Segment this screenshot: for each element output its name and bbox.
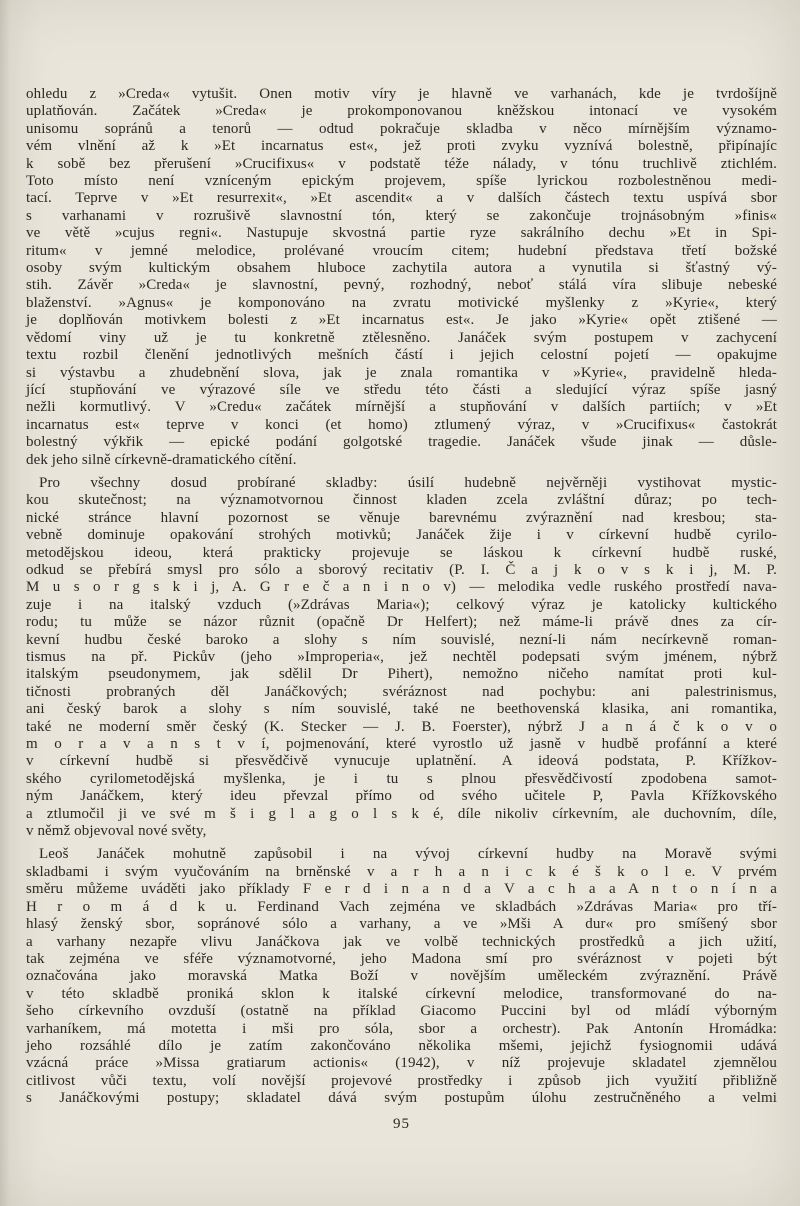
paragraph (26, 86, 777, 469)
text-line: H r o m á d k u. Ferdinand Vach zejména ve skladbách »Zdrávas Maria« pro tří- (26, 898, 777, 915)
text-line: ným Janáčkem, který ideu převzal přímo od svého učitele P, Pavla Křížkovského (26, 788, 777, 805)
text-line: osoby svým kultickým obsahem hluboce zachytila autora a vynutila si šťastný vý- (26, 260, 777, 277)
text-line: vzácná práce »Missa gratiarum actionis« (1942), v níž projevuje skladatel zjemnělou (26, 1055, 777, 1072)
text-line: v němž objevoval nové světy, (26, 823, 207, 840)
text-line: vědomí viny už je tu konkretně ztělesněno. Janáček svým postupem v zachycení (26, 329, 777, 346)
text-line: nežli kormutlivý. V »Credu« začátek mírnější a stupňování v dalších partiích; v »Et (26, 399, 777, 416)
text-line: m o r a v a n s t v í, pojmenování, které vyrostlo už jasně v hudbě profánní a které (26, 736, 777, 753)
text-line: italským pseudonymem, jak sdělil Dr Pihert), nemožno ničeho namítat proti kul- (26, 666, 777, 683)
text-line: skladbami i svým vyučováním na brněnské v a r h a n i c k é š k o l e. V prvém (26, 863, 777, 880)
text-line: jeho rozsáhlé dílo je zatím zakončováno několika mšemi, jejichž fysiognomii udává (26, 1037, 777, 1054)
text-line: hlasý ženský sbor, sopránové sólo a varhany, a ve »Mši A dur« pro smíšený sbor (26, 916, 777, 933)
text-line: a ztlumočil ji ve své m š i g l a g o l s k é, díle nikoliv církevním, ale duchovním, díle, (26, 805, 777, 822)
text-line: zuje i na italský vzduch (»Zdrávas Maria«); celkový výraz je katolicky kultického (26, 596, 777, 613)
text-line: jící stupňování ve výrazové síle ve středu této části a sledující výraz spíše jasný (26, 381, 777, 398)
text-line: také ne moderní směr český (K. Stecker — J. B. Foerster), nýbrž J a n á č k o v o (26, 718, 777, 735)
text-line: nické stránce hlavní pozornost se věnuje barevnému zvýraznění nad kresbou; sta- (26, 509, 777, 526)
text-line: s varhanami v rozrušivě slavnostní tón, který se zakončuje trojnásobným »finis« (26, 207, 777, 224)
text-line: Pro všechny dosud probírané skladby: úsilí hudebně nejvěrněji vystihovat mystic- (39, 474, 777, 491)
text-line: ritum« v jemné melodice, prolévané vroucím citem; hudební představa třetí božské (26, 242, 777, 259)
text-line: vém vlnění až k »Et incarnatus est«, jež proti zvyku vyznívá bolestně, připínajíc (26, 138, 777, 155)
text-line: s Janáčkovými postupy; skladatel dává svým postupům úlohu zestručněného a velmi (26, 1090, 777, 1107)
text-line: M u s o r g s k i j, A. G r e č a n i n o v) — melodika vedle ruského prostředí nava- (26, 579, 777, 596)
text-line: varhaníkem, má motetta i mši pro sóla, sbor a orchestr). Pak Antonín Hromádka: (26, 1020, 777, 1037)
page-number: 95 (393, 1116, 410, 1132)
text-line: stih. Závěr »Creda« je slavnostní, pevný, rozhodný, neboť stálá víra slibuje nebeské (26, 277, 777, 294)
paragraph (26, 846, 777, 1107)
text-line: tičnosti probraných děl Janáčkových; svéráznost nad pochybu: ani palestrinismus, (26, 683, 777, 700)
text-line: šeho církevního ovzduší (ostatně na příklad Giacomo Puccini byl od mládí výborným (26, 1003, 777, 1020)
text-line: ani český barok a slohy s ním souvislé, také ne beethovenská klasika, ani romantika, (26, 701, 777, 718)
page-text (26, 86, 777, 1108)
text-line: si výstavbu a zhudebnění slova, jak je znala romantika v »Kyrie«, pravidelně hleda- (26, 364, 777, 381)
text-line: je doplňován motivkem bolesti z »Et incarnatus est«. Je jako »Kyrie« opět ztišené — (26, 312, 777, 329)
text-line: v církevní hudbě si přesvědčivě vynucuje uplatnění. A ideová podstata, P. Křížkov- (26, 753, 777, 770)
text-line: rodu; tu může se názor různit (opačně Dr Helfert); než máme-li právě dnes za cír- (26, 614, 777, 631)
text-line: označována jako moravská Matka Boží v novějším uměleckém zvýraznění. Právě (26, 968, 777, 985)
text-line: dek jeho silně církevně-dramatického cítění. (26, 451, 297, 468)
text-line: uplatňován. Začátek »Creda« je prokomponovanou kněžskou intonací ve vysokém (26, 103, 777, 120)
text-line: tací. Teprve v »Et resurrexit«, »Et ascendit« a v dalších částech textu uspívá sbor (26, 190, 777, 207)
text-line: citlivost vůči textu, volí novější projevové prostředky i způsob jich využití přibližně (26, 1072, 777, 1089)
text-line: ského cyrilometodějská myšlenka, je i tu s plnou přesvědčivostí zpodobena samot- (26, 770, 777, 787)
text-line: odkud se přebírá smysl pro sólo a sborový recitativ (P. I. Č a j k o v s k i j, M. P. (26, 561, 777, 578)
text-line: ve větě »cujus regni«. Nastupuje skvostná partie ryze sakrálního dechu »Et in Spi- (26, 225, 777, 242)
text-line: incarnatus est« teprve v konci (et homo) ztlumený výraz, v »Crucifixus« častokrát (26, 416, 777, 433)
text-line: tak zejména ve sféře významotvorné, jeho Madona smí pro svéráznost v pojeti být (26, 950, 777, 967)
text-line: bolestný výkřik — epické podání golgotské tragedie. Janáček všude jinak — důsle- (26, 434, 777, 451)
text-line: v této skladbě proniká sklon k italské církevní melodice, transformované do na- (26, 985, 777, 1002)
text-line: textu rozbil členění jednotlivých mešních částí i jejich celostní pojetí — opakujme (26, 347, 777, 364)
text-line: vebně dominuje opakování strohých motivků; Janáček žije i v církevní hudbě cyrilo- (26, 527, 777, 544)
text-line: Toto místo není vzníceným epickým projevem, spíše lyrickou rozbolestněnou medi- (26, 173, 777, 190)
text-line: unisomu sopránů a tenorů — odtud pokračuje skladba v něco mírnějším významo- (26, 120, 777, 137)
text-line: k sobě bez přerušení »Crucifixus« v podstatě téže nálady, v tónu truchlivě ztichlém. (26, 155, 777, 172)
text-line: metodějskou ideou, která prakticky projevuje se láskou k církevní hudbě ruské, (26, 544, 777, 561)
text-line: směru můžeme uváděti jako příklady F e r d i n a n d a V a c h a a A n t o n í n a (26, 881, 777, 898)
text-line: ohledu z »Creda« vytušit. Onen motiv víry je hlavně ve varhanách, kde je tvrdošíjně (26, 86, 777, 102)
text-line: blaženství. »Agnus« je komponováno na zvratu motivické myšlenky z »Kyrie«, který (26, 294, 777, 311)
text-line: tismus na př. Pickův (jeho »Improperia«, jež nechtěl podepsati svým jménem, nýbrž (26, 649, 777, 665)
text-line: Leoš Janáček mohutně zapůsobil i na vývoj církevní hudby na Moravě svými (39, 846, 777, 863)
text-line: kevní hudbu české baroko a slohy s ním souvislé, nezní-li nám necírkevně roman- (26, 631, 777, 648)
paragraph (26, 475, 777, 841)
text-line: a varhany nezapře vlivu Janáčkova jak ve volbě technických prostředků a jich užití, (26, 933, 777, 950)
text-line: kou skutečnost; na významotvornou činnost kladen zcela zvláštní důraz; po tech- (26, 492, 777, 509)
